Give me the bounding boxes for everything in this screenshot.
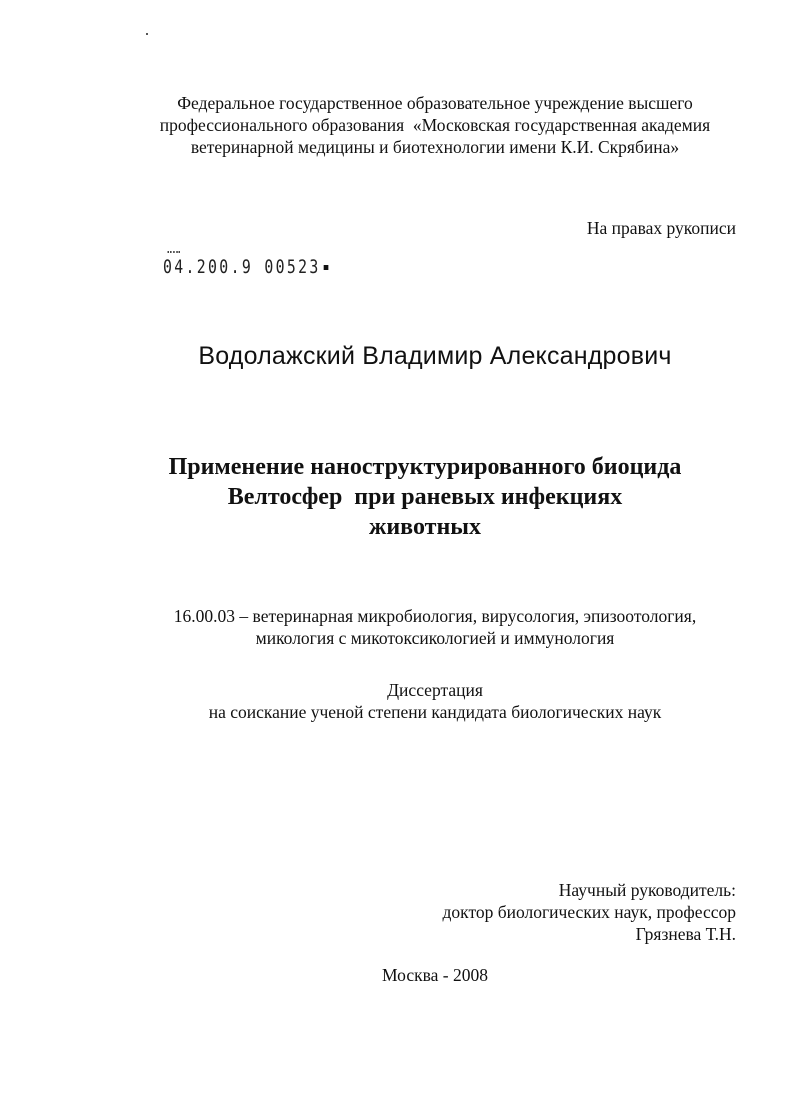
rights-note: На правах рукописи xyxy=(586,218,736,238)
institution-header xyxy=(100,92,770,158)
supervisor-block xyxy=(443,879,736,945)
institution-line: Федеральное государственное образовательное учреждение высшего xyxy=(177,93,693,113)
title-line: Применение наноструктурированного биоцида xyxy=(168,454,682,480)
supervisor-label: Научный руководитель: xyxy=(558,880,736,900)
supervisor-degree: доктор биологических наук, профессор xyxy=(442,902,736,922)
author-name: Водолажский Владимир Александрович xyxy=(198,342,672,370)
dissertation-title xyxy=(100,452,750,542)
institution-line: ветеринарной медицины и биотехнологии имени К.И. Скрябина» xyxy=(190,137,680,157)
title-line: Велтосфер при раневых инфекциях xyxy=(227,484,623,510)
dissertation-label: Диссертация xyxy=(387,680,483,700)
institution-line: профессионального образования «Московская государственная академия xyxy=(159,115,711,135)
title-line: животных xyxy=(368,514,482,540)
city-year: Москва - 2008 xyxy=(382,965,488,985)
dissertation-block xyxy=(100,679,770,723)
specialty-block xyxy=(100,605,770,649)
specialty-line-1: 16.00.03 – ветеринарная микробиология, вирусология, эпизоотология, xyxy=(173,606,697,626)
supervisor-name: Грязнева Т.Н. xyxy=(635,924,736,944)
dissertation-purpose: на соискание ученой степени кандидата биологических наук xyxy=(208,702,662,722)
stamp-number: 04.200.9 00523 xyxy=(163,256,321,278)
specialty-line-2: микология с микотоксикологией и иммунология xyxy=(255,628,615,648)
stamp-mark xyxy=(324,265,329,270)
scan-speck xyxy=(146,33,148,35)
archive-stamp xyxy=(163,256,328,278)
